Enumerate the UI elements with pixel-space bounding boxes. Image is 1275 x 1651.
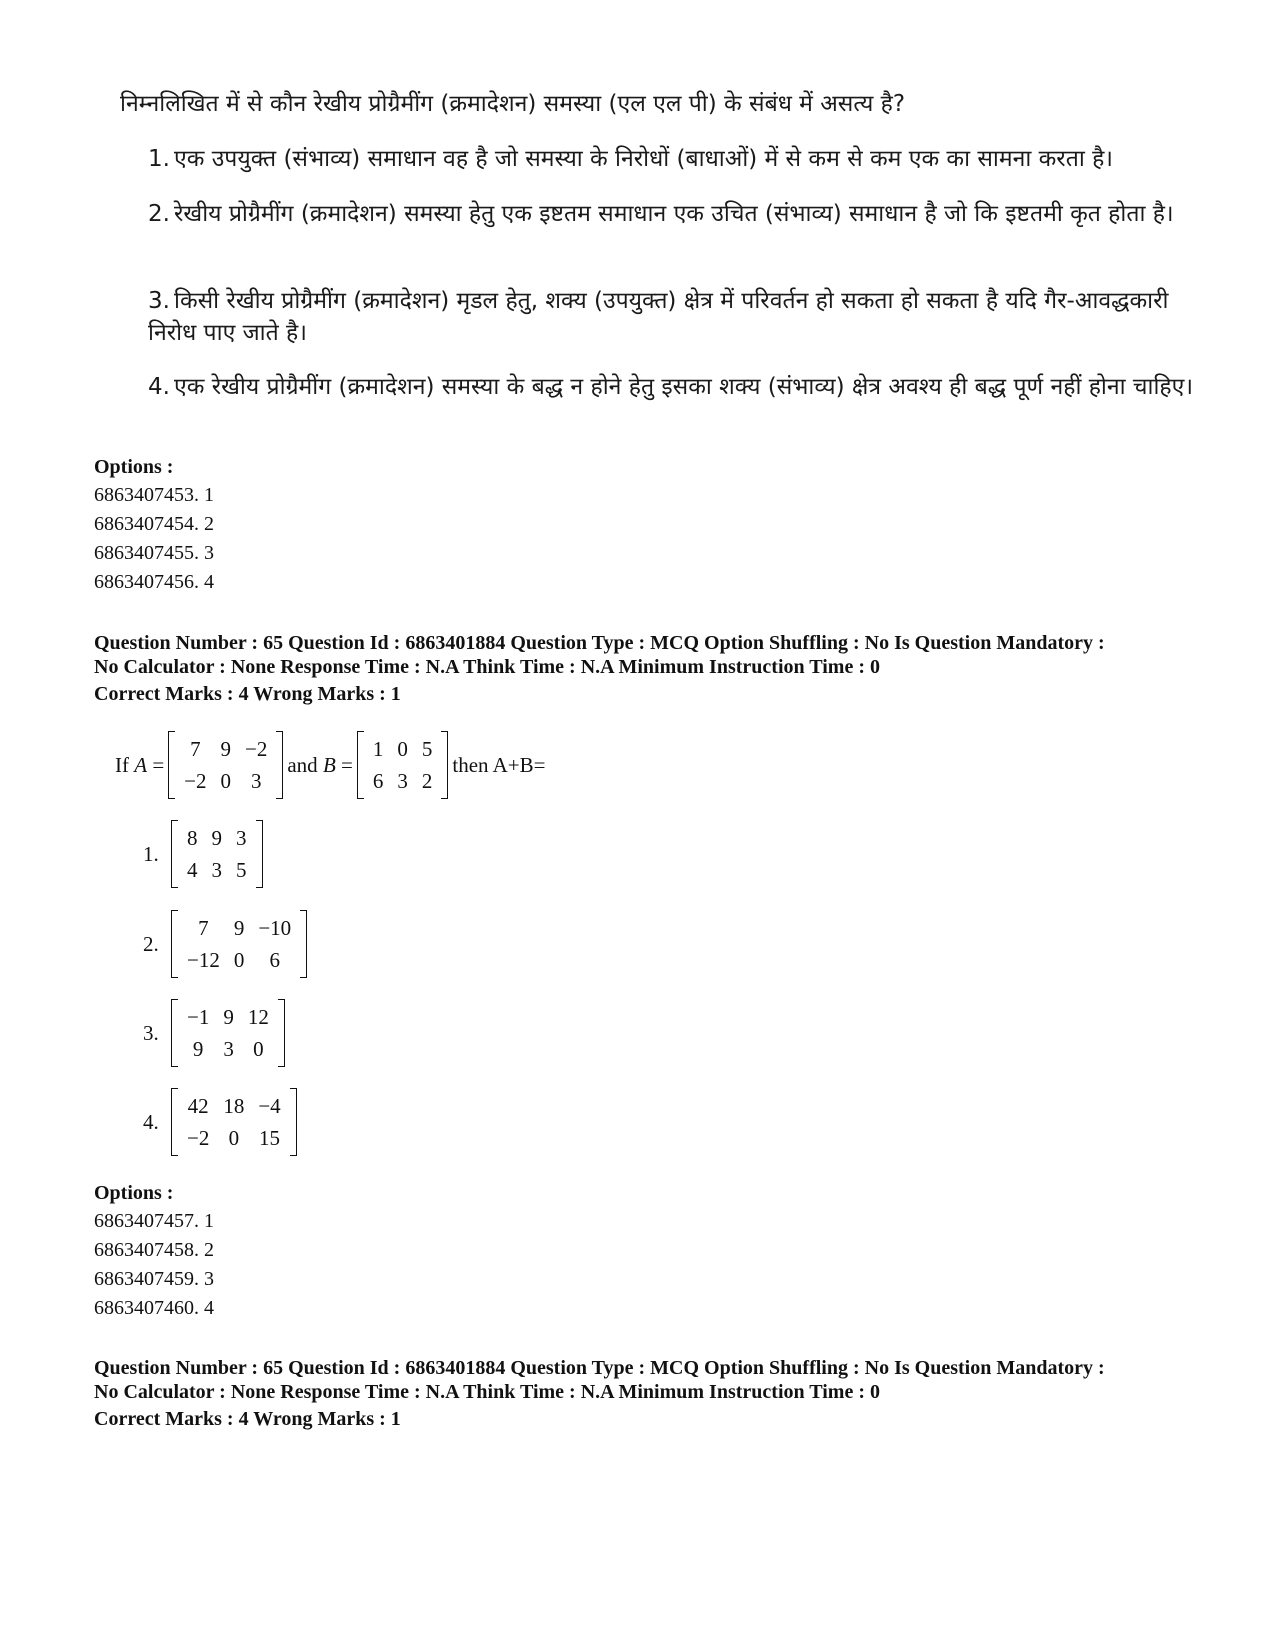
matrix-a	[168, 733, 283, 797]
matrix-choice-3	[143, 1001, 289, 1065]
matrix-cell: 3	[211, 858, 222, 882]
matrix-cell: −2	[184, 769, 207, 793]
statement-number: 2.	[148, 201, 170, 227]
meta-line-1: Question Number : 65 Question Id : 6863401884 Question Type : MCQ Option Shuffling : No Is Question Mandatory :	[94, 1357, 1105, 1379]
matrix-cell: 9	[220, 737, 232, 761]
matrix-cell: 3	[223, 1037, 234, 1061]
statement-text: रेखीय प्रोग्रैमींग (क्रमादेशन) समस्या हेतु एक इष्टतम समाधान एक उचित (संभाव्य) समाधान है जो कि इष्टतमी कृत होता है।	[174, 201, 1174, 227]
hindi-statement-4	[148, 371, 1198, 403]
matrix-cell: 8	[187, 826, 198, 850]
matrix-cell: 4	[187, 858, 198, 882]
choice-matrix	[171, 1001, 285, 1065]
and-text: and	[287, 752, 323, 777]
hindi-statement-2	[148, 198, 1198, 230]
options-heading: Options :	[94, 456, 174, 478]
matrix-cell: −12	[187, 948, 220, 972]
choice-label: 1.	[143, 841, 159, 866]
option-item: 6863407453. 1	[94, 484, 214, 506]
hindi-question-stem: निम्नलिखित में से कौन रेखीय प्रोग्रैमींग (क्रमादेशन) समस्या (एल एल पी) के संबंध में असत्य है?	[120, 91, 906, 117]
matrix-cell: 9	[223, 1005, 234, 1029]
matrix-a-label: A	[134, 752, 148, 777]
option-item: 6863407459. 3	[94, 1268, 214, 1290]
option-item: 6863407455. 3	[94, 542, 214, 564]
equals-sign: =	[335, 752, 353, 777]
matrix-cell: 0	[233, 948, 245, 972]
choice-matrix	[171, 822, 263, 886]
matrix-cell: 3	[250, 769, 262, 793]
matrix-choice-1	[143, 822, 267, 886]
matrix-question	[115, 733, 545, 797]
matrix-cell: 9	[211, 826, 222, 850]
choice-label: 4.	[143, 1109, 159, 1134]
statement-text: किसी रेखीय प्रोग्रैमींग (क्रमादेशन) मृडल हेतु, शक्य (उपयुक्त) क्षेत्र में परिवर्तन हो सकता हो सकता है यदि गैर-आवद्धकारी निरोध पाए जाते है।	[148, 288, 1169, 346]
matrix-cell: 7	[198, 916, 209, 940]
option-item: 6863407458. 2	[94, 1239, 214, 1261]
options-heading: Options :	[94, 1182, 174, 1204]
matrix-cell: −1	[187, 1005, 210, 1029]
meta-line-3: Correct Marks : 4 Wrong Marks : 1	[94, 1408, 401, 1430]
options-list	[94, 1207, 214, 1323]
matrix-choice-4	[143, 1090, 301, 1154]
meta-line-2: No Calculator : None Response Time : N.A Think Time : N.A Minimum Instruction Time : 0	[94, 1381, 880, 1403]
option-item: 6863407460. 4	[94, 1297, 214, 1319]
matrix-cell: 15	[259, 1126, 281, 1150]
matrix-cell: 18	[223, 1094, 245, 1118]
question-meta	[94, 631, 1224, 706]
choice-matrix	[171, 912, 307, 976]
matrix-cell: 9	[233, 916, 245, 940]
choice-label: 3.	[143, 1020, 159, 1045]
matrix-cell: −2	[245, 737, 268, 761]
matrix-cell: 42	[187, 1094, 209, 1118]
matrix-cell: −4	[258, 1094, 281, 1118]
matrix-cell: 5	[236, 858, 247, 882]
hindi-statement-3	[148, 285, 1198, 349]
option-item: 6863407457. 1	[94, 1210, 214, 1232]
matrix-cell: 3	[236, 826, 247, 850]
matrix-cell: 6	[372, 769, 384, 793]
matrix-b	[357, 733, 449, 797]
matrix-cell: 12	[247, 1005, 269, 1029]
question-meta	[94, 1356, 1224, 1431]
matrix-cell: 5	[421, 737, 433, 761]
matrix-cell: 2	[421, 769, 433, 793]
matrix-cell: 9	[192, 1037, 204, 1061]
option-item: 6863407456. 4	[94, 571, 214, 593]
statement-number: 1.	[148, 146, 170, 172]
matrix-cell: 0	[253, 1037, 264, 1061]
matrix-cell: 0	[220, 769, 232, 793]
matrix-cell: 1	[372, 737, 384, 761]
hindi-statement-1	[148, 143, 1198, 175]
matrix-cell: 6	[269, 948, 281, 972]
matrix-cell: 7	[190, 737, 201, 761]
meta-line-2: No Calculator : None Response Time : N.A Think Time : N.A Minimum Instruction Time : 0	[94, 656, 880, 678]
statement-text: एक रेखीय प्रोग्रैमींग (क्रमादेशन) समस्या के बद्ध न होने हेतु इसका शक्य (संभाव्य) क्षेत्र अवश्य ही बद्ध पूर्ण नहीं होना चाहिए।	[174, 374, 1194, 400]
meta-line-1: Question Number : 65 Question Id : 6863401884 Question Type : MCQ Option Shuffling : No Is Question Mandatory :	[94, 632, 1105, 654]
statement-number: 4.	[148, 374, 170, 400]
option-item: 6863407454. 2	[94, 513, 214, 535]
matrix-cell: −2	[187, 1126, 210, 1150]
matrix-cell: −10	[258, 916, 292, 940]
matrix-cell: 0	[397, 737, 408, 761]
options-list	[94, 481, 214, 597]
matrix-b-label: B	[322, 752, 336, 777]
equals-sign: =	[147, 752, 165, 777]
statement-text: एक उपयुक्त (संभाव्य) समाधान वह है जो समस्या के निरोधों (बाधाओं) में से कम से कम एक का सामना करता है।	[174, 146, 1114, 172]
choice-label: 2.	[143, 931, 159, 956]
question-prefix: If	[115, 752, 135, 777]
statement-number: 3.	[148, 288, 170, 314]
matrix-cell: 3	[397, 769, 408, 793]
matrix-choice-2	[143, 912, 311, 976]
question-suffix: then A+B=	[452, 752, 546, 777]
matrix-cell: 0	[228, 1126, 240, 1150]
meta-line-3: Correct Marks : 4 Wrong Marks : 1	[94, 683, 401, 705]
choice-matrix	[171, 1090, 297, 1154]
